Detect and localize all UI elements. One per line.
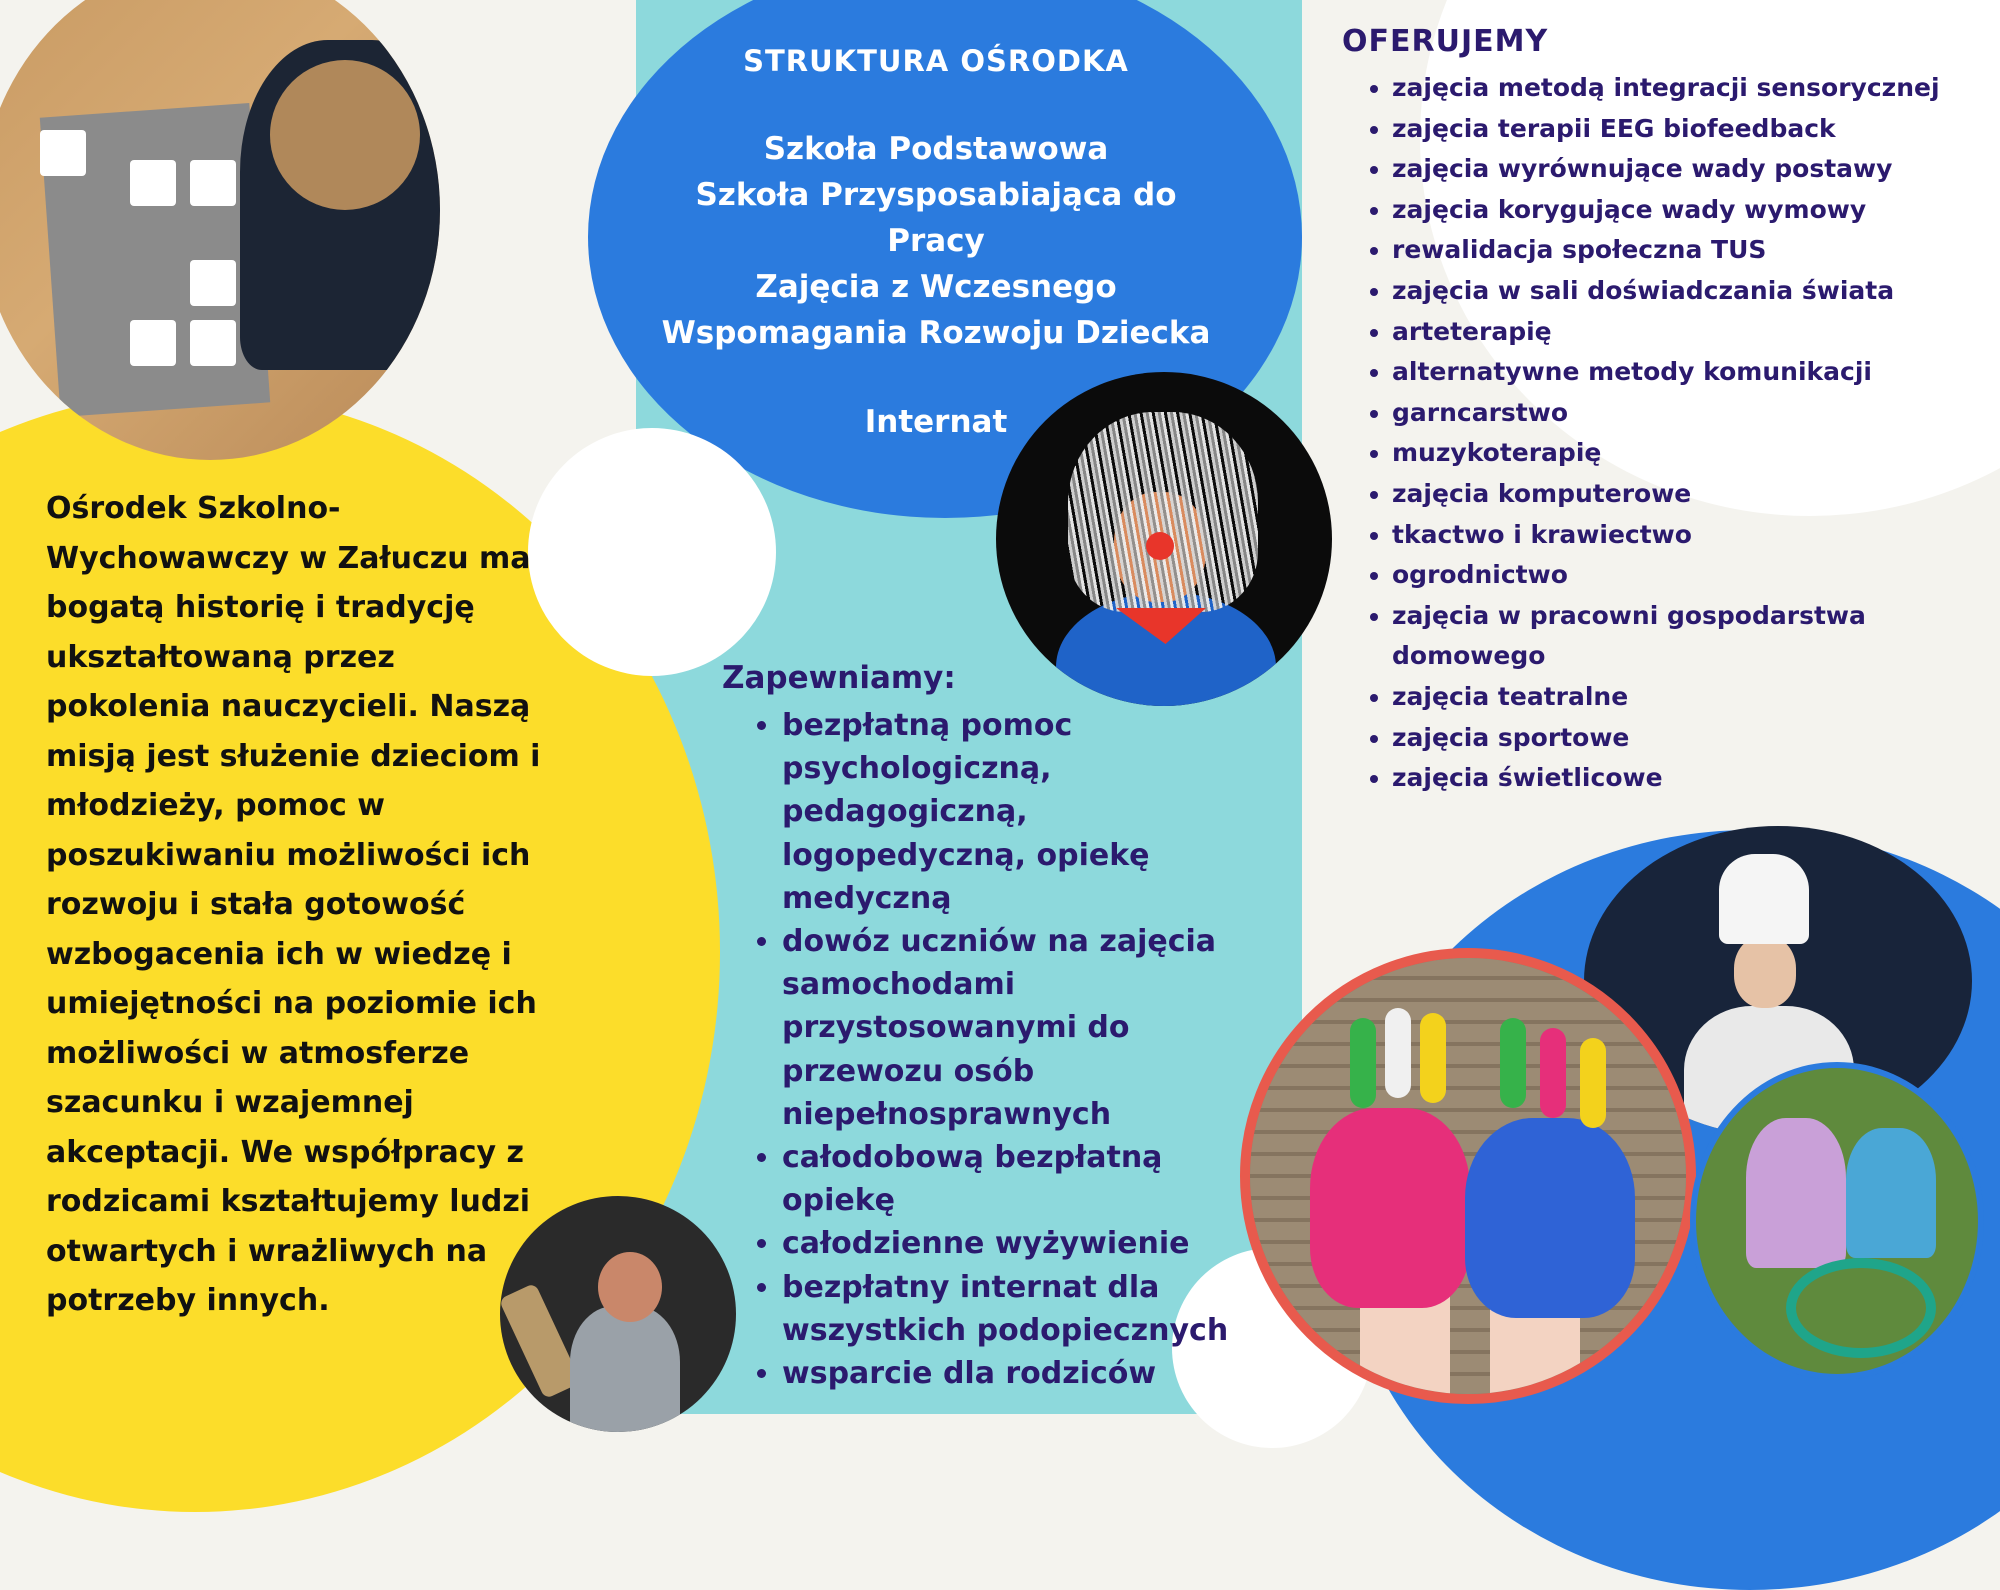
list-item: • wsparcie dla rodziców <box>782 1352 1262 1395</box>
list-item: • zajęcia wyrównujące wady postawy <box>1392 149 2000 190</box>
list-item: • zajęcia terapii EEG biofeedback <box>1392 109 2000 150</box>
list-item: • zajęcia komputerowe <box>1392 474 2000 515</box>
list-item: • garncarstwo <box>1392 393 2000 434</box>
structure-line: Pracy <box>887 223 985 259</box>
structure-line: Zajęcia z Wczesnego <box>755 269 1117 305</box>
list-item: • zajęcia sportowe <box>1392 718 2000 759</box>
list-item: • całodzienne wyżywienie <box>782 1222 1262 1265</box>
zapewniamy-list <box>736 704 1262 1395</box>
list-item: • zajęcia teatralne <box>1392 677 2000 718</box>
list-item: • arteterapię <box>1392 312 2000 353</box>
oferujemy-title: OFERUJEMY <box>1342 24 1549 59</box>
structure-line: Szkoła Przysposabiająca do <box>695 177 1177 213</box>
photo-child-on-bicycle <box>1690 1062 1984 1380</box>
structure-line: Szkoła Podstawowa <box>763 131 1109 167</box>
structure-internat: Internat <box>864 404 1008 440</box>
oferujemy-list <box>1348 68 2000 799</box>
list-item: • zajęcia w pracowni gospodarstwa domowego <box>1392 596 2000 677</box>
list-item: • rewalidacja społeczna TUS <box>1392 230 2000 271</box>
list-item: • zajęcia świetlicowe <box>1392 758 2000 799</box>
structure-section <box>636 44 1236 440</box>
structure-title: STRUKTURA OŚRODKA <box>743 44 1129 78</box>
photo-boy-at-desk <box>0 0 440 460</box>
list-item: • alternatywne metody komunikacji <box>1392 352 2000 393</box>
intro-paragraph: Ośrodek Szkolno-Wychowawczy w Załuczu ma bogatą historię i tradycję ukształtowaną przez pokolenia nauczycieli. Naszą misją jest służenie dzieciom i młodzieży, pomoc w poszukiwaniu możliwości ich rozwoju i stała gotowość wzbogacenia ich w wiedzę i umiejętności na poziomie ich możliwości w atmosferze szacunku i wzajemnej akceptacji. We współpracy z rodzicami kształtujemy ludzi otwartych i wrażliwych na potrzeby innych. <box>46 491 541 1318</box>
list-item: • ogrodnictwo <box>1392 555 2000 596</box>
list-item: • bezpłatną pomoc psychologiczną, pedagogiczną, logopedyczną, opiekę medyczną <box>782 704 1262 920</box>
list-item: • zajęcia korygujące wady wymowy <box>1392 190 2000 231</box>
zapewniamy-title: Zapewniamy: <box>722 660 956 696</box>
list-item: • muzykoterapię <box>1392 433 2000 474</box>
list-item: • dowóz uczniów na zajęcia samochodami przystosowanymi do przewozu osób niepełnosprawnych <box>782 920 1262 1136</box>
list-item: • tkactwo i krawiectwo <box>1392 515 2000 556</box>
list-item: • zajęcia metodą integracji sensorycznej <box>1392 68 2000 109</box>
list-item: • całodobową bezpłatną opiekę <box>782 1136 1262 1222</box>
list-item: • bezpłatny internat dla wszystkich podopiecznych <box>782 1266 1262 1352</box>
structure-line: Wspomagania Rozwoju Dziecka <box>661 315 1211 351</box>
list-item: • zajęcia w sali doświadczania świata <box>1392 271 2000 312</box>
photo-painted-hands <box>1240 948 1696 1404</box>
